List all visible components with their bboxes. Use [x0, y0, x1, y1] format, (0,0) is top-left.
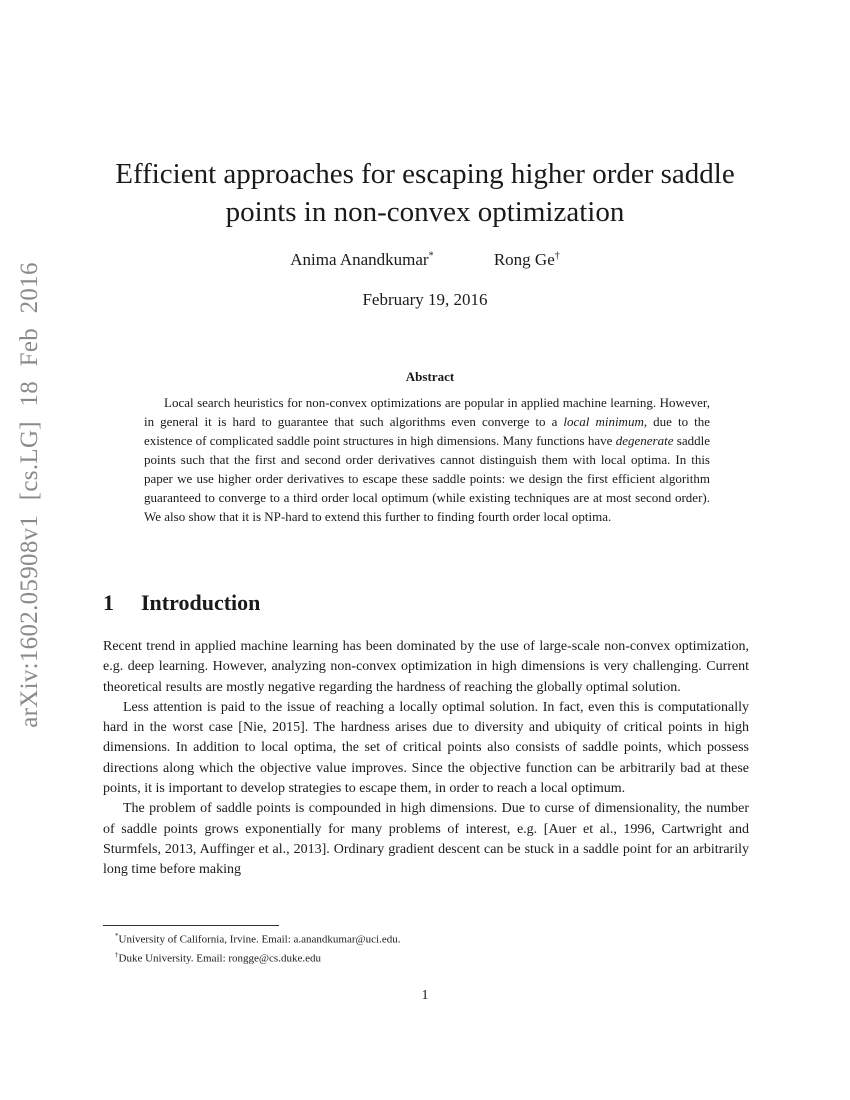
footnote-mark: *: [115, 932, 119, 940]
abstract-text: , due to the existence of complicated saddle point structures in high dimensions. Many functions have: [144, 414, 710, 448]
author-affiliation-mark: *: [428, 250, 434, 262]
section-title: Introduction: [141, 590, 261, 615]
footnote-mark: †: [115, 950, 119, 959]
footnote-text: Duke University. Email: rongge@cs.duke.edu: [118, 952, 321, 965]
abstract-heading: Abstract: [405, 369, 455, 384]
arxiv-identifier-text: arXiv:1602.05908v1 [cs.LG] 18 Feb 2016: [16, 262, 43, 728]
author-affiliation-mark: †: [554, 250, 560, 262]
footnote-divider: [103, 925, 279, 926]
author-2: [494, 250, 560, 270]
footnote: [115, 948, 401, 967]
author-name: Rong Ge: [493, 250, 555, 269]
page-number: 1: [421, 988, 429, 1003]
body-paragraph: Less attention is paid to the issue of reaching a locally optimal solution. In fact, even this is computationally hard in the worst case [Nie, 2015]. The hardness arises due to diversity and ubiquity of critical points in high dimensions. In addition to local optima, the set of critical points also consists of saddle points, which possess directions along which the objective value improves. Since the objective function can be arbitrarily bad at these points, it is important to develop strategies to escape them, in order to reach a local optimum.: [103, 699, 749, 797]
abstract-emphasis: local minimum: [563, 414, 644, 429]
arxiv-identifier-stamp: [10, 262, 50, 728]
abstract-body: [144, 393, 710, 526]
section-heading-introduction: [103, 590, 260, 616]
paper-title: Efficient approaches for escaping higher order saddle points in non-convex optimization: [115, 158, 735, 228]
abstract-text: Local search heuristics for non-convex optimizations are popular in applied machine learning. However, in general it is hard to guarantee that such algorithms even converge to a: [144, 395, 710, 429]
footnote-text: University of California, Irvine. Email: a.anandkumar@uci.edu.: [118, 933, 401, 946]
abstract-text: saddle points such that the first and second order derivatives cannot distinguish them with local optima. In this paper we use higher order derivatives to escape these saddle points: we design the first efficient algorithm guaranteed to converge to a third order local optimum (while existing techniques are at most second order). We also show that it is NP-hard to extend this further to finding fourth order local optima.: [144, 433, 710, 524]
section-number: 1: [103, 590, 114, 615]
body-paragraph: The problem of saddle points is compounded in high dimensions. Due to curse of dimensionality, the number of saddle points grows exponentially for many problems of interest, e.g. [Auer et al., 1996, Cartwright and Sturmfels, 2013, Auffinger et al., 2013]. Ordinary gradient descent can be stuck in a saddle point for an arbitrarily long time before making: [103, 801, 749, 878]
body-paragraph: Recent trend in applied machine learning has been dominated by the use of large-scale non-convex optimization, e.g. deep learning. However, analyzing non-convex optimization in high dimensions is very challenging. Current theoretical results are mostly negative regarding the hardness of reaching the globally optimal solution.: [103, 639, 749, 695]
footnote: [115, 929, 401, 948]
abstract-emphasis: degenerate: [615, 433, 674, 448]
author-name: Anima Anandkumar: [290, 250, 429, 269]
author-list: [100, 250, 750, 270]
section-body: [103, 637, 749, 881]
author-1: [290, 250, 433, 270]
publication-date: February 19, 2016: [362, 290, 488, 309]
abstract-paragraph: [144, 393, 710, 526]
footnotes: [115, 929, 401, 966]
